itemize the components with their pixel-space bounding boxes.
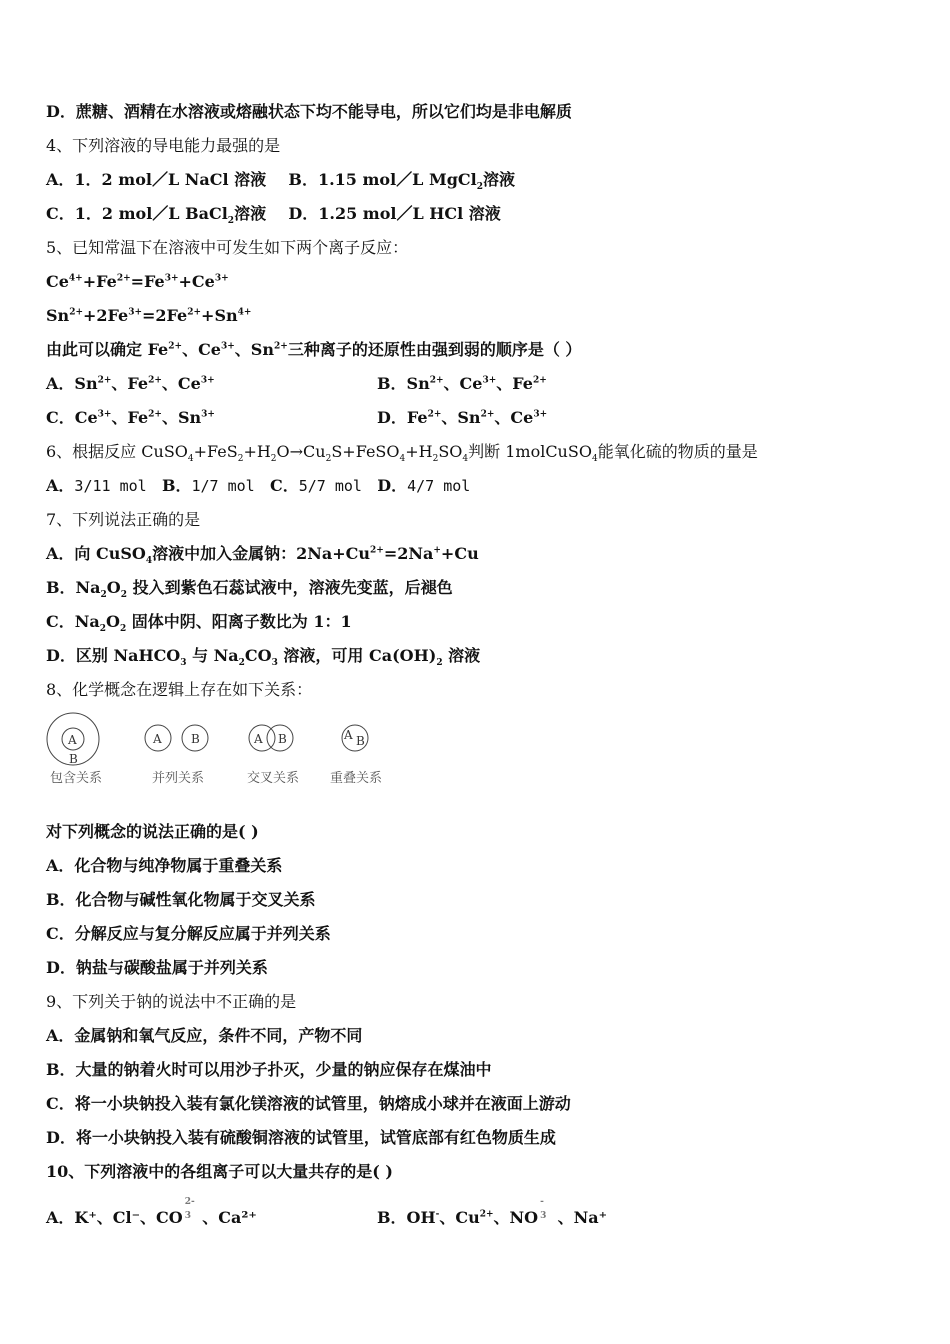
q7-option-a: A．向 CuSO$_4$溶液中加入金属钠：$2Na+Cu^{2+}=2Na^++Cu$	[46, 544, 479, 567]
q9-option-d: D．将一小块钠投入装有硫酸铜溶液的试管里，试管底部有红色物质生成	[46, 1128, 556, 1147]
q5-option-c: C．$Ce^{3+}$、$Fe^{2+}$、$Sn^{3+}$	[46, 408, 215, 427]
intersection-letter-a: A	[254, 732, 263, 746]
q6-options: A．3/11 mol B．1/7 mol C．5/7 mol D．4/7 mol	[46, 476, 471, 495]
parallel-letter-b: B	[191, 732, 200, 746]
q4-options-ab: A．1．2 mol／L NaCl 溶液 B．1.15 mol／L MgCl$_2$溶液	[46, 170, 515, 193]
q4-stem: 4、下列溶液的导电能力最强的是	[46, 136, 281, 155]
q7-stem: 7、下列说法正确的是	[46, 510, 201, 529]
q10-stem: 10、下列溶液中的各组离子可以大量共存的是( )	[46, 1162, 393, 1181]
concept-relation-diagram	[40, 708, 400, 792]
label-inclusion: 包含关系	[50, 771, 103, 786]
overlap-letter-a: A	[344, 728, 353, 742]
q10-option-a: A．K⁺、Cl⁻、CO 2- 3 、Ca²⁺	[46, 1197, 257, 1227]
q7-option-d: D．区别 NaHCO$_3$ 与 $Na_2CO_3$ 溶液，可用 $Ca(OH)_2$ 溶液	[46, 646, 481, 669]
inclusion-letter-b: B	[69, 752, 78, 766]
q4-options-cd: C．1．2 mol／L BaCl$_2$溶液 D．1.25 mol／L HCl 溶液	[46, 204, 501, 227]
q7-option-c: C．$Na_2O_2$ 固体中阴、阳离子数比为 1：1	[46, 612, 352, 635]
q5-reaction-1: $Ce^{4+}+Fe^{2+}=Fe^{3+}+Ce^{3+}$	[46, 272, 229, 291]
label-parallel: 并列关系	[152, 771, 205, 786]
inclusion-letter-a: A	[68, 733, 77, 747]
q8-stem: 8、化学概念在逻辑上存在如下关系：	[46, 680, 313, 699]
q5-option-d: D．$Fe^{2+}$、$Sn^{2+}$、$Ce^{3+}$	[377, 408, 548, 427]
q5-stem: 5、已知常温下在溶液中可发生如下两个离子反应：	[46, 238, 409, 257]
q9-option-c: C．将一小块钠投入装有氯化镁溶液的试管里，钠熔成小球并在液面上游动	[46, 1094, 571, 1113]
q6-stem: 6、根据反应 $CuSO_4+FeS_2+H_2O\to Cu_2S+FeSO_4+H_2SO_4$判断 1molCuSO$_4$能氧化硫的物质的量是	[46, 442, 758, 465]
q9-option-b: B．大量的钠着火时可以用沙子扑灭，少量的钠应保存在煤油中	[46, 1060, 492, 1079]
parallel-letter-a: A	[153, 732, 162, 746]
q5-option-b: B．$Sn^{2+}$、$Ce^{3+}$、$Fe^{2+}$	[377, 374, 547, 393]
q8-option-a: A．化合物与纯净物属于重叠关系	[46, 856, 283, 875]
q3-option-d: D．蔗糖、酒精在水溶液或熔融状态下均不能导电，所以它们均是非电解质	[46, 102, 572, 121]
q8-option-d: D．钠盐与碳酸盐属于并列关系	[46, 958, 268, 977]
q8-question: 对下列概念的说法正确的是( )	[46, 822, 259, 841]
q7-option-b: B．$Na_2O_2$ 投入到紫色石蕊试液中，溶液先变蓝，后褪色	[46, 578, 453, 601]
label-overlap: 重叠关系	[330, 771, 383, 786]
label-intersection: 交叉关系	[247, 771, 300, 786]
q8-option-c: C．分解反应与复分解反应属于并列关系	[46, 924, 331, 943]
q5-reaction-2: $Sn^{2+}+2Fe^{3+}=2Fe^{2+}+Sn^{4+}$	[46, 306, 252, 325]
q8-option-b: B．化合物与碱性氧化物属于交叉关系	[46, 890, 316, 909]
q5-question: 由此可以确定 $Fe^{2+}$、$Ce^{3+}$、$Sn^{2+}$三种离子的还原性由强到弱的顺序是（ ）	[46, 340, 582, 359]
overlap-letter-b: B	[356, 734, 365, 748]
q9-stem: 9、下列关于钠的说法中不正确的是	[46, 992, 297, 1011]
q5-options-ab	[46, 374, 215, 394]
q10-option-b: B．OH-、$Cu^{2+}$、NO - 3 、Na⁺	[377, 1197, 608, 1227]
q9-option-a: A．金属钠和氧气反应，条件不同，产物不同	[46, 1026, 363, 1045]
q5-option-a: A．$Sn^{2+}$、$Fe^{2+}$、$Ce^{3+}$	[46, 374, 215, 393]
intersection-letter-b: B	[278, 732, 287, 746]
